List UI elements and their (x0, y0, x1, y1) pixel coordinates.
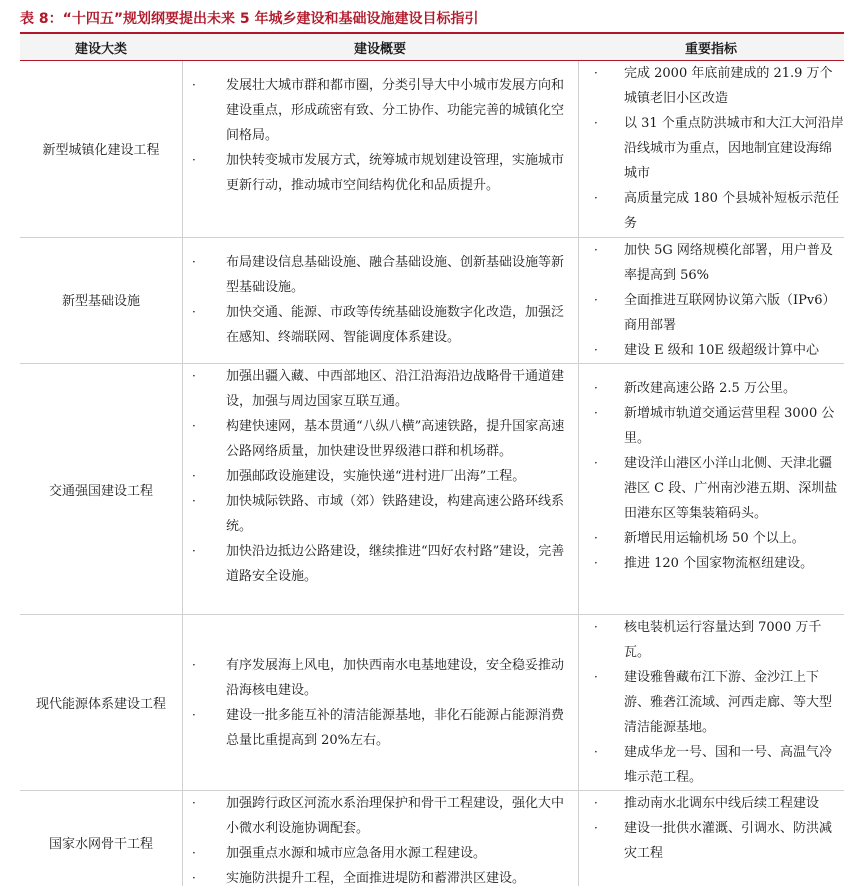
list-item: · 建设洋山港区小洋山北侧、天津北疆港区 C 段、广州南沙港五期、深圳盐田港东区等集装箱码头。 (624, 451, 844, 526)
bullet-icon: · (192, 544, 196, 558)
list-item: · 加强跨行政区河流水系治理保护和骨干工程建设，强化大中小微水利设施协调配套。 (226, 791, 566, 841)
list-item: · 加快 5G 网络规模化部署，用户普及率提高到 56% (624, 238, 844, 288)
list-item: · 构建快速网，基本贯通“八纵八横”高速铁路，提升国家高速公路网络质量，加快建设世界级港口群和机场群。 (226, 414, 566, 464)
row-category: 新型城镇化建设工程 (42, 143, 160, 158)
bullet-icon: · (192, 305, 196, 319)
indicator-list (594, 238, 844, 363)
list-item: · 发展壮大城市群和都市圈，分类引导大中小城市发展方向和建设重点，形成疏密有致、分工协作、功能完善的城镇化空间格局。 (226, 73, 566, 148)
list-item: · 实施防洪提升工程，全面推进堤防和蓄滞洪区建设。 (226, 866, 566, 891)
bullet-icon: · (594, 670, 598, 684)
header-overview: 建设概要 (353, 42, 406, 57)
list-item: · 以 31 个重点防洪城市和大江大河沿岸沿线城市为重点，因地制宜建设海绵城市 (624, 111, 844, 186)
bullet-icon: · (594, 796, 598, 810)
list-item: · 建成华龙一号、国和一号、高温气冷堆示范工程。 (624, 740, 844, 790)
list-item: · 建设一批多能互补的清洁能源基地，非化石能源占能源消费总量比重提高到 20%左右。 (226, 703, 566, 753)
bullet-icon: · (594, 293, 598, 307)
row-category: 国家水网骨干工程 (48, 837, 153, 852)
list-item: · 新改建高速公路 2.5 万公里。 (624, 376, 844, 401)
list-item: · 加强出疆入藏、中西部地区、沿江沿海沿边战略骨干通道建设，加强与周边国家互联互通。 (226, 364, 566, 414)
overview-list (192, 250, 566, 350)
list-item: · 核电装机运行容量达到 7000 万千瓦。 (624, 615, 844, 665)
row-category: 现代能源体系建设工程 (35, 697, 166, 712)
list-item: · 推动南水北调东中线后续工程建设 (624, 791, 844, 816)
bullet-icon: · (594, 343, 598, 357)
list-item: · 加强重点水源和城市应急备用水源工程建设。 (226, 841, 566, 866)
bullet-icon: · (594, 531, 598, 545)
bullet-icon: · (192, 369, 196, 383)
bullet-icon: · (192, 419, 196, 433)
indicator-list (594, 61, 844, 236)
table-title: 表 8：“十四五”规划纲要提出未来 5 年城乡建设和基础设施建设目标指引 (20, 11, 479, 27)
list-item: · 建设雅鲁藏布江下游、金沙江上下游、雅砻江流域、河西走廊、等大型清洁能源基地。 (624, 665, 844, 740)
list-item: · 推进 120 个国家物流枢纽建设。 (624, 551, 844, 576)
list-item: · 加快沿边抵边公路建设，继续推进“四好农村路”建设，完善道路安全设施。 (226, 539, 566, 589)
bullet-icon: · (192, 78, 196, 92)
indicator-list (594, 615, 844, 790)
row-category: 交通强国建设工程 (48, 484, 153, 499)
bullet-icon: · (594, 406, 598, 420)
list-item: · 布局建设信息基础设施、融合基础设施、创新基础设施等新型基础设施。 (226, 250, 566, 300)
bullet-icon: · (192, 846, 196, 860)
bullet-icon: · (594, 243, 598, 257)
list-item: · 加快城际铁路、市域（郊）铁路建设，构建高速公路环线系统。 (226, 489, 566, 539)
list-item: · 加强邮政设施建设，实施快递“进村进厂出海”工程。 (226, 464, 566, 489)
list-item: · 新增民用运输机场 50 个以上。 (624, 526, 844, 551)
bullet-icon: · (192, 255, 196, 269)
table-row (20, 615, 844, 790)
list-item: · 建设 E 级和 10E 级超级计算中心 (624, 338, 844, 363)
bullet-icon: · (192, 153, 196, 167)
overview-list (192, 73, 566, 198)
bullet-icon: · (594, 456, 598, 470)
list-item: · 高质量完成 180 个县城补短板示范任务 (624, 186, 844, 236)
bullet-icon: · (192, 469, 196, 483)
bullet-icon: · (192, 796, 196, 810)
bullet-icon: · (594, 116, 598, 130)
bullet-icon: · (594, 556, 598, 570)
list-item: · 完成 2000 年底前建成的 21.9 万个城镇老旧小区改造 (624, 61, 844, 111)
list-item: · 有序发展海上风电，加快西南水电基地建设，安全稳妥推动沿海核电建设。 (226, 653, 566, 703)
bullet-icon: · (594, 381, 598, 395)
list-item: · 加快转变城市发展方式，统筹城市规划建设管理，实施城市更新行动，推动城市空间结构优化和品质提升。 (226, 148, 566, 198)
indicator-list (594, 376, 844, 576)
header-indicators: 重要指标 (684, 42, 737, 57)
list-item: · 建设一批供水灌溉、引调水、防洪减灾工程 (624, 816, 844, 866)
header-category: 建设大类 (74, 42, 127, 57)
list-item: · 新增城市轨道交通运营里程 3000 公里。 (624, 401, 844, 451)
table-row (20, 61, 844, 237)
bullet-icon: · (594, 620, 598, 634)
row-category: 新型基础设施 (61, 294, 140, 309)
table-row (20, 791, 844, 886)
overview-list (192, 364, 566, 589)
bullet-icon: · (192, 658, 196, 672)
bullet-icon: · (192, 494, 196, 508)
indicator-list (594, 791, 844, 866)
bullet-icon: · (192, 708, 196, 722)
list-item: · 全面推进互联网协议第六版（IPv6）商用部署 (624, 288, 844, 338)
bullet-icon: · (594, 745, 598, 759)
overview-list (192, 653, 566, 753)
bullet-icon: · (594, 191, 598, 205)
bullet-icon: · (594, 66, 598, 80)
overview-list (192, 791, 566, 891)
table-header (20, 34, 844, 60)
table-row (20, 238, 844, 363)
table-row (20, 364, 844, 614)
bullet-icon: · (594, 821, 598, 835)
list-item: · 加快交通、能源、市政等传统基础设施数字化改造，加强泛在感知、终端联网、智能调度体系建设。 (226, 300, 566, 350)
bullet-icon: · (192, 871, 196, 885)
